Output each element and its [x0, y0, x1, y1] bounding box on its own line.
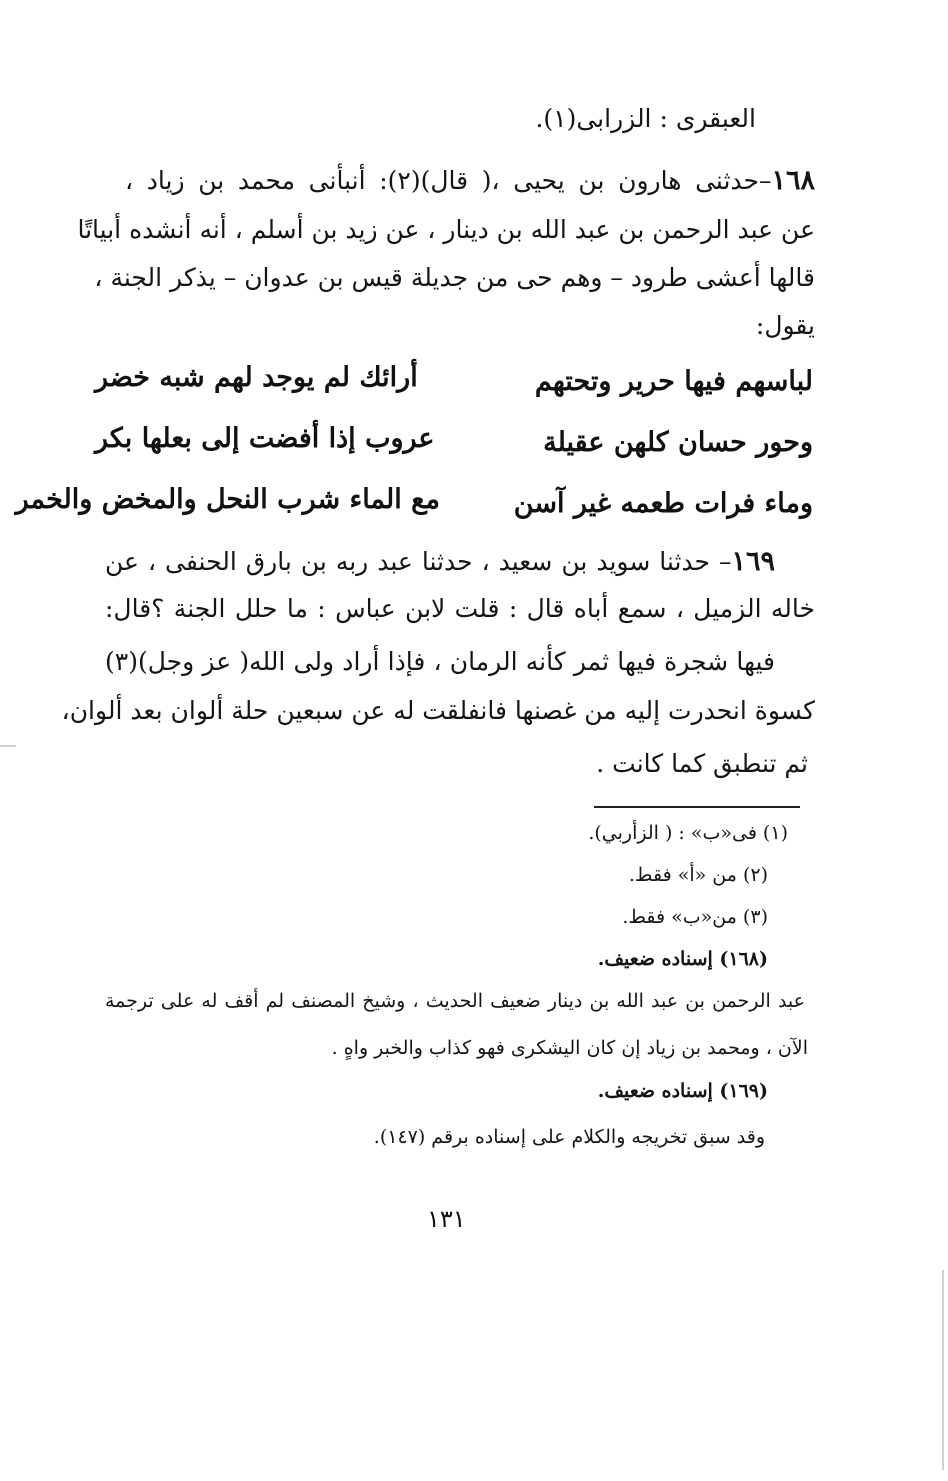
- footnote-separator: [594, 806, 800, 808]
- left-margin-mark: [0, 745, 16, 747]
- hadith-168-number: ١٦٨: [771, 165, 815, 196]
- hadith-168-text-1: –حدثنى هارون بن يحيى ،( قال)(٢): أنبأنى محمد بن زياد ،: [125, 166, 772, 195]
- note-169-heading: (١٦٩) إسناده ضعيف.: [597, 1080, 768, 1102]
- right-page-edge: [942, 1270, 944, 1470]
- hadith-169-line-4: كسوة انحدرت إليه من غصنها فانفلقت له عن سبعين حلة ألوان بعد ألوان،: [61, 696, 815, 725]
- verse-2-right: وحور حسان كلهن عقيلة: [543, 427, 813, 458]
- verse-2-left: عروب إذا أفضت إلى بعلها بكر: [95, 423, 435, 454]
- note-169-line-1: وقد سبق تخريجه والكلام على إسناده برقم (١٤٧).: [373, 1126, 765, 1148]
- hadith-168-line-4: يقول:: [755, 311, 815, 340]
- footnote-2: (٢) من «أ» فقط.: [628, 864, 768, 886]
- note-168-line-2: الآن ، ومحمد بن زياد إن كان اليشكرى فهو كذاب والخبر واهٍ .: [331, 1037, 808, 1059]
- note-168-line-1: عبد الرحمن بن عبد الله بن دينار ضعيف الحديث ، وشيخ المصنف لم أقف له على ترجمة: [105, 990, 805, 1012]
- footnote-1: (١) فى«ب» : ( الزأربي).: [588, 822, 788, 844]
- hadith-169-number: ١٦٩: [731, 546, 775, 577]
- text-line-1: العبقرى : الزرابى(١).: [535, 104, 756, 133]
- hadith-169-line-5: ثم تنطبق كما كانت .: [596, 749, 808, 778]
- verse-3-left: مع الماء شرب النحل والمخض والخمر: [15, 484, 440, 515]
- verse-1-right: لباسهم فيها حرير وتحتهم: [534, 366, 813, 397]
- note-168-heading: (١٦٨) إسناده ضعيف.: [597, 948, 768, 970]
- hadith-168-line-2: عن عبد الرحمن بن عبد الله بن دينار ، عن زيد بن أسلم ، أنه أنشده أبياتًا: [77, 215, 815, 244]
- footnote-3: (٣) من«ب» فقط.: [622, 906, 768, 928]
- hadith-169-line-1: [105, 543, 775, 581]
- verse-3-right: وماء فرات طعمه غير آسن: [513, 488, 813, 519]
- hadith-169-text-1: – حدثنا سويد بن سعيد ، حدثنا عبد ربه بن بارق الحنفى ، عن: [105, 547, 732, 576]
- verse-1-left: أرائك لم يوجد لهم شبه خضر: [95, 362, 418, 393]
- hadith-169-line-2: خاله الزميل ، سمع أباه قال : قلت لابن عباس : ما حلل الجنة ؟قال:: [105, 594, 815, 623]
- hadith-168-line-1: [125, 162, 815, 200]
- hadith-168-line-3: قالها أعشى طرود – وهم حى من جديلة قيس بن عدوان – يذكر الجنة ،: [94, 263, 815, 292]
- page-number: ١٣١: [427, 1205, 466, 1233]
- hadith-169-line-3: فيها شجرة فيها ثمر كأنه الرمان ، فإذا أراد ولى الله( عز وجل)(٣): [105, 647, 775, 676]
